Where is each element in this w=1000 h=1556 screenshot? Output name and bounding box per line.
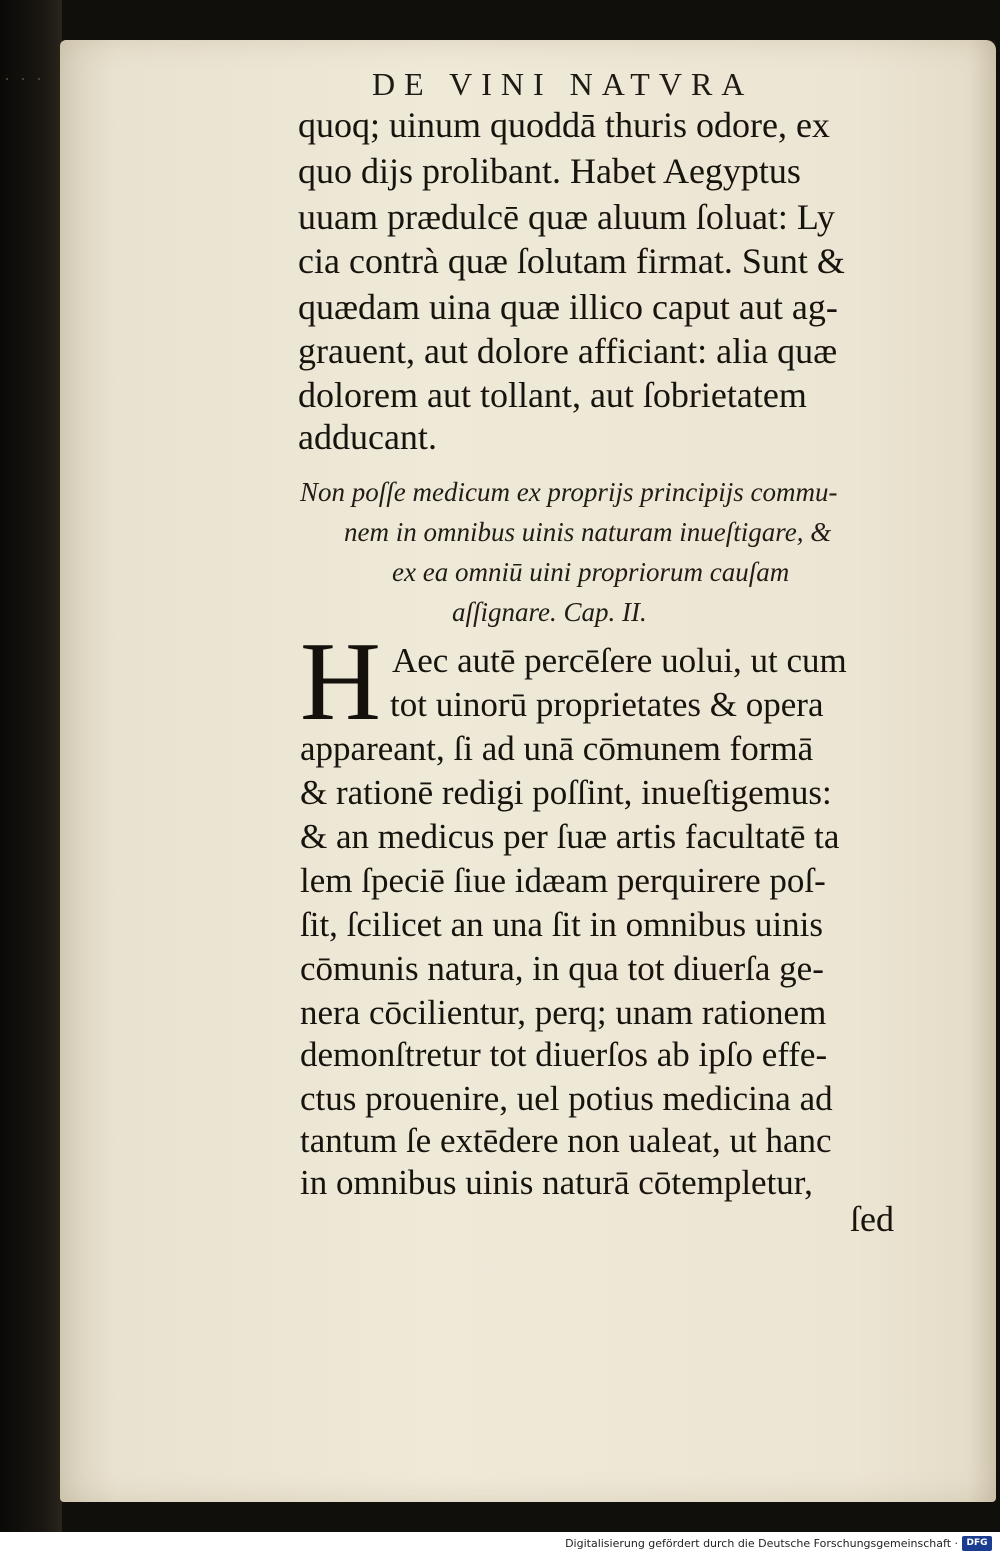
- text-line: nera cōcilientur, perq; unam rationem: [300, 993, 827, 1032]
- drop-cap: H: [300, 620, 379, 744]
- running-head: DE VINI NATVRA: [372, 66, 754, 102]
- dfg-logo-icon: DFG: [962, 1536, 992, 1551]
- page-edge-shadow: [968, 40, 996, 1502]
- chapter-heading-line: ex ea omniū uini propriorum cauſam: [392, 557, 790, 587]
- text-line: adducant.: [298, 417, 437, 457]
- text-line: cōmunis natura, in qua tot diuerſa ge-: [300, 949, 824, 988]
- scan-dot: [6, 78, 8, 80]
- text-line: & an medicus per ſuæ artis facultatē ta: [300, 817, 840, 856]
- scan-dot: [22, 78, 24, 80]
- catchword: ſed: [850, 1199, 894, 1239]
- chapter-heading-line: Non poſſe medicum ex proprijs principijs commu-: [300, 477, 838, 507]
- text-line: cia contrà quæ ſolutam firmat. Sunt &: [298, 241, 845, 281]
- chapter-heading-line: aſſignare. Cap. II.: [452, 597, 647, 627]
- scan-left-margin: [0, 0, 62, 1556]
- text-line: appareant, ſi ad unā cōmunem formā: [300, 729, 814, 768]
- text-line: ſit, ſcilicet an una ſit in omnibus uinis: [300, 905, 824, 944]
- text-line: tantum ſe extēdere non ualeat, ut hanc: [300, 1121, 832, 1160]
- text-line: ctus prouenire, uel potius medicina ad: [300, 1079, 833, 1118]
- text-line: dolorem aut tollant, aut ſobrietatem: [298, 375, 807, 415]
- text-line: & rationē redigi poſſint, inueſtigemus:: [300, 773, 832, 812]
- funding-credit: Digitalisierung gefördert durch die Deutsche Forschungsgemeinschaft ·: [565, 1537, 958, 1550]
- text-line: lem ſpeciē ſiue idæam perquirere poſ-: [300, 861, 826, 900]
- text-line: quo dijs prolibant. Habet Aegyptus: [298, 151, 801, 191]
- text-line: grauent, aut dolore afficiant: alia quæ: [298, 331, 838, 371]
- text-line: in omnibus uinis naturā cōtempletur,: [300, 1163, 813, 1202]
- text-line: quoq; uinum quoddā thuris odore, ex: [298, 105, 830, 145]
- text-line: Aec autē percēſere uolui, ut cum: [392, 641, 847, 680]
- text-line: quædam uina quæ illico caput aut ag-: [298, 287, 838, 327]
- text-line: tot uinorū proprietates & opera: [390, 685, 824, 724]
- scan-dot: [38, 78, 40, 80]
- text-line: demonſtretur tot diuerſos ab ipſo effe-: [300, 1035, 828, 1074]
- chapter-heading-line: nem in omnibus uinis naturam inueſtigare, &: [344, 517, 832, 547]
- text-line: uuam prædulcē quæ aluum ſoluat: Ly: [298, 197, 835, 237]
